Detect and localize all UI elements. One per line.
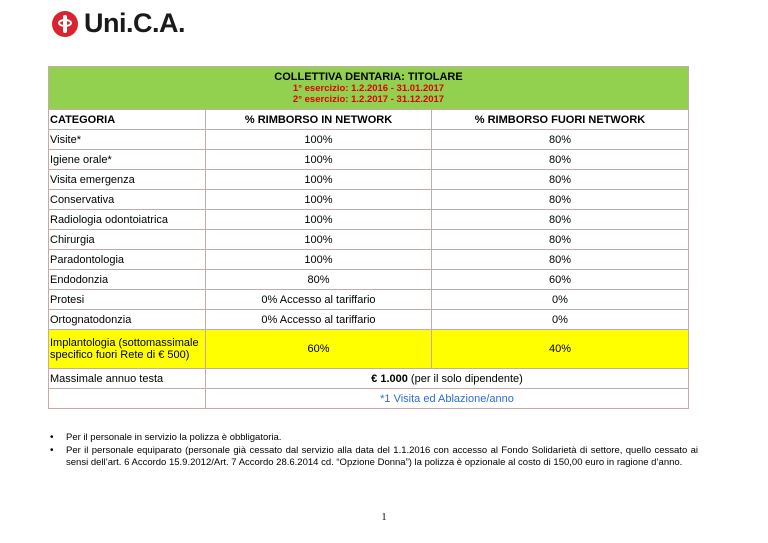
row-in-network: 100% xyxy=(206,130,432,150)
table-title-cell xyxy=(49,67,689,110)
table-row xyxy=(49,210,689,230)
period-2: 2° esercizio: 1.2.2017 - 31.12.2017 xyxy=(292,93,445,105)
row-out-network: 80% xyxy=(432,250,689,270)
row-out-network: 80% xyxy=(432,130,689,150)
massimale-note: (per il solo dipendente) xyxy=(407,372,523,385)
row-in-network: 100% xyxy=(206,250,432,270)
implant-category: Implantologia (sottomassimale specifico fuori Rete di € 500) xyxy=(49,330,206,369)
logo-text: Uni.C.A. xyxy=(84,8,185,38)
row-category: Visite* xyxy=(49,130,206,150)
bullet-item: • Per il personale equiparato (personale già cessato dal servizio alla data del 1.1.2016 con accesso al Fondo Solidarietà di settore, quello cessato ai sensi dell’art. 6 Accordo 15.9.2012/Art. 7 Accordo 28.6.2014 cd. “Opzione Donna”) la polizza è opzionale al costo di 150,00 euro in ragione d’anno. xyxy=(48,445,698,469)
header-out-network: % RIMBORSO FUORI NETWORK xyxy=(432,110,689,130)
row-category: Chirurgia xyxy=(49,230,206,250)
note-row xyxy=(49,389,689,409)
header-in-network: % RIMBORSO IN NETWORK xyxy=(206,110,432,130)
row-in-network: 100% xyxy=(206,150,432,170)
row-in-network: 0% Accesso al tariffario xyxy=(206,290,432,310)
unica-logo xyxy=(52,8,185,39)
row-in-network: 100% xyxy=(206,210,432,230)
table-title-row xyxy=(49,67,689,110)
row-out-network: 60% xyxy=(432,270,689,290)
row-category: Endodonzia xyxy=(49,270,206,290)
header-categoria: CATEGORIA xyxy=(49,110,206,130)
note-blank-cell xyxy=(49,389,206,409)
row-out-network: 80% xyxy=(432,150,689,170)
row-in-network: 100% xyxy=(206,190,432,210)
visit-note: *1 Visita ed Ablazione/anno xyxy=(206,389,689,409)
row-in-network: 80% xyxy=(206,270,432,290)
coverage-table xyxy=(48,66,689,409)
caduceus-logo-icon xyxy=(52,11,78,37)
row-category: Paradontologia xyxy=(49,250,206,270)
row-category: Conservativa xyxy=(49,190,206,210)
table-row xyxy=(49,150,689,170)
row-out-network: 80% xyxy=(432,210,689,230)
row-in-network: 0% Accesso al tariffario xyxy=(206,310,432,330)
massimale-label: Massimale annuo testa xyxy=(49,369,206,389)
page-number: 1 xyxy=(381,512,387,523)
table-row xyxy=(49,170,689,190)
bullet-item: • Per il personale in servizio la polizza è obbligatoria. xyxy=(48,432,698,444)
massimale-value xyxy=(206,369,689,389)
period-1: 1° esercizio: 1.2.2016 - 31.01.2017 xyxy=(292,82,445,94)
implant-out-network: 40% xyxy=(432,330,689,369)
row-out-network: 80% xyxy=(432,230,689,250)
table-row xyxy=(49,290,689,310)
row-out-network: 80% xyxy=(432,170,689,190)
row-category: Visita emergenza xyxy=(49,170,206,190)
row-category: Protesi xyxy=(49,290,206,310)
table-row xyxy=(49,190,689,210)
row-out-network: 0% xyxy=(432,290,689,310)
table-row xyxy=(49,310,689,330)
table-row xyxy=(49,250,689,270)
massimale-row xyxy=(49,369,689,389)
row-in-network: 100% xyxy=(206,170,432,190)
table-row xyxy=(49,270,689,290)
massimale-amount: € 1.000 xyxy=(371,372,408,385)
table-row xyxy=(49,230,689,250)
row-out-network: 0% xyxy=(432,310,689,330)
table-header-row xyxy=(49,110,689,130)
row-category: Igiene orale* xyxy=(49,150,206,170)
table-row xyxy=(49,130,689,150)
table-title: COLLETTIVA DENTARIA: TITOLARE xyxy=(274,70,463,83)
bullet-list xyxy=(48,432,698,470)
row-out-network: 80% xyxy=(432,190,689,210)
row-category: Radiologia odontoiatrica xyxy=(49,210,206,230)
row-category: Ortognatodonzia xyxy=(49,310,206,330)
implant-in-network: 60% xyxy=(206,330,432,369)
implant-row xyxy=(49,330,689,369)
row-in-network: 100% xyxy=(206,230,432,250)
